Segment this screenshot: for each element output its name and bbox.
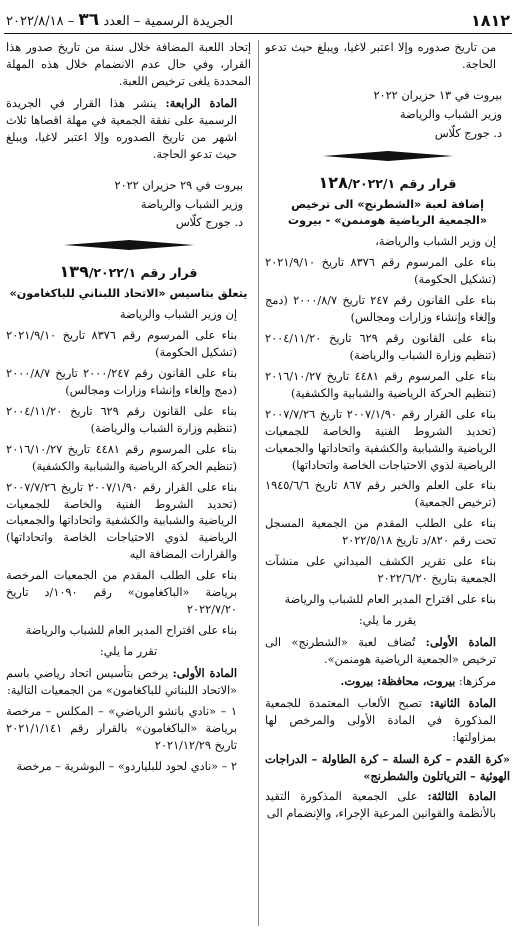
continued-text: إتحاد اللعبة المضافة خلال سنة من تاريخ صدور هذا القرار، وفي حال عدم الانضمام خلال هذه المهلة المحددة يلغى ترخيص اللعبة. (6, 41, 251, 88)
right-column (265, 40, 510, 930)
headquarters-line (265, 673, 510, 691)
preamble-line: بناء على الطلب المقدم من الجمعيات المرخصة برياضة «الباكغامون» رقم ١٠٩٠/د تاريخ ٢٠٢٢/٧/٢٠ (6, 569, 238, 617)
decision-subject: إضافة لعبة «الشطرنج» الى ترخيص «الجمعية الرياضية هومنمن» - بيروت (287, 197, 488, 228)
section-divider-ornament (265, 151, 510, 161)
article-3 (265, 788, 510, 823)
page-header (4, 6, 512, 34)
list-item: ٢ – «نادي لحود للبلياردو» – البوشرية – مرخصة (16, 759, 237, 773)
signature-name: د. جورج كلّاس (434, 126, 502, 140)
preamble-line: إن وزير الشباب والرياضة (119, 308, 237, 322)
section-divider-ornament (6, 240, 251, 250)
decision-title (265, 171, 510, 195)
decision-number: ١٢٨ (318, 172, 348, 192)
article-2 (265, 695, 510, 747)
decision-suffix: /٢٠٢٢/١ (347, 175, 396, 191)
article-label: المادة الثالثة: (427, 789, 497, 804)
preamble-line: بناء على المرسوم رقم ٨٣٧٦ تاريخ ٢٠٢١/٩/١٠ (تشكيل الحكومة) (265, 256, 496, 287)
preamble-line: إن وزير الشباب والرياضة، (375, 235, 496, 249)
signature-title: وزير الشباب والرياضة (399, 107, 502, 121)
article-text: على الجمعية المذكورة التقيد بالأنظمة والقوانين المرعية الإجراء، والإنضمام الى (265, 790, 496, 821)
column-divider (258, 40, 259, 926)
signature-title: وزير الشباب والرياضة (140, 197, 243, 211)
decides-line: تقرر ما يلي: (99, 645, 158, 659)
approved-sports-list: «كرة القدم – كرة السلة – كرة الطاولة – الدراجات الهوئية – الترياتلون والشطرنج» (265, 751, 510, 783)
preamble-line: بناء على اقتراح المدير العام للشباب والرياضة (25, 624, 237, 638)
list-item: ١ – «نادي بانشو الرياضي» – المكلس – مرخصة برياضة «الباكغامون» بالقرار رقم ٢٠٢١/١/١٤١ تاريخ ٢٠٢١/١٢/٢٩ (6, 704, 237, 752)
decision-number: ١٣٩ (59, 262, 89, 282)
headquarters-label: مركزها: (458, 674, 496, 688)
preamble-line: بناء على القانون رقم ٦٢٩ تاريخ ٢٠٠٤/١١/٢٠ (تنظيم وزارة الشباب والرياضة) (265, 331, 496, 362)
preamble-line: بناء على الطلب المقدم من الجمعية المسجل تحت رقم ٨٢٠/د تاريخ ٢٠٢٢/٥/١٨ (265, 517, 496, 548)
preamble-line: بناء على القرار رقم ٢٠٠٧/١/٩٠ تاريخ ٢٠٠٧/٧/٢٦ (تحديد الشروط الفنية والخاصة للجمعيات الرياضية والشبابية والكشفية واتحاداتها والجمعيات الرياضية لذوي الاحتياجات الخاصة واتحاداتها) والقرارات المضافة اليه (6, 480, 237, 562)
preamble-line: بناء على القانون رقم ٢٠٠٠/٢٤٧ تاريخ ٢٠٠٠/٨/٧ (دمج وإلغاء وإنشاء وزارات ومجالس) (6, 366, 237, 397)
preamble-line: بناء على المرسوم رقم ٨٣٧٦ تاريخ ٢٠٢١/٩/١٠ (تشكيل الحكومة) (6, 329, 237, 360)
headquarters-text: بيروت، محافظة: بيروت. (340, 673, 456, 688)
preamble-line: بناء على المرسوم رقم ٤٤٨١ تاريخ ٢٠١٦/١٠/٢٧ (تنظيم الحركة الرياضية والشبابية والكشفية) (265, 369, 496, 400)
decision-title (6, 260, 251, 284)
decision-subject: يتعلق بتاسيس «الاتحاد اللبناني للباكغامون» (9, 287, 248, 301)
continued-text: من تاريخ صدوره وإلا اعتبر لاغيا، ويبلغ حيث تدعو الحاجة. (265, 41, 496, 71)
article-text: يرخص بتأسيس اتحاد رياضي باسم «الاتحاد اللبناني للباكغامون» من الجمعيات التالية: (6, 666, 237, 697)
decision-label: قرار رقم (399, 175, 457, 191)
left-column (6, 40, 251, 930)
preamble-line: بناء على اقتراح المدير العام للشباب والرياضة (284, 593, 496, 607)
issue-date: – ٢٠٢٢/٨/١٨ (6, 14, 75, 29)
article-1 (6, 665, 251, 700)
signature-name: د. جورج كلّاس (175, 216, 243, 230)
signature-place-date: بيروت في ١٣ حزيران ٢٠٢٢ (373, 88, 502, 102)
preamble-line: بناء على المرسوم رقم ٤٤٨١ تاريخ ٢٠١٦/١٠/٢٧ (تنظيم الحركة الرياضية والشبابية والكشفية) (6, 442, 237, 473)
preamble-line: بناء على القرار رقم ٢٠٠٧/١/٩٠ تاريخ ٢٠٠٧/٧/٢٦ (تحديد الشروط الفنية والخاصة للجمعيات الرياضية والشبابية والكشفية واتحاداتها والجمعيات الرياضية لذوي الاحتياجات الخاصة واتحاداتها) (265, 407, 496, 472)
article-label: المادة الثانية: (429, 695, 496, 710)
preamble-line: بناء على القانون رقم ٢٤٧ تاريخ ٢٠٠٠/٨/٧ (دمج وإلغاء وإنشاء وزارات ومجالس) (265, 294, 496, 325)
page-number: ١٨١٢ (470, 11, 510, 30)
decides-line: يقرر ما يلي: (358, 614, 417, 628)
issue-number: ٣٦ (78, 10, 100, 30)
decision-suffix: /٢٠٢٢/١ (88, 265, 137, 281)
article-label: المادة الرابعة: (165, 95, 237, 110)
article-text: ينشر هذا القرار في الجريدة الرسمية على نفقة الجمعية في مهلة اقصاها ثلاث اشهر من تاريخ الصدوره وإلا اعتبر لاغيا، ويبلغ حيث تدعو الحاجة. (6, 96, 237, 161)
article-4 (6, 95, 251, 164)
issue-prefix: الجريدة الرسمية – العدد (103, 14, 234, 29)
signature-place-date: بيروت في ٢٩ حزيران ٢٠٢٢ (114, 178, 243, 192)
preamble-line: بناء على تقرير الكشف الميداني على منشآت الجمعية بتاريخ ٢٠٢٢/٦/٢٠ (265, 555, 496, 586)
article-1 (265, 634, 510, 669)
article-label: المادة الأولى: (172, 665, 237, 680)
preamble-line: بناء على القانون رقم ٦٢٩ تاريخ ٢٠٠٤/١١/٢٠ (تنظيم وزارة الشباب والرياضة) (6, 404, 237, 435)
article-label: المادة الأولى: (425, 634, 497, 649)
article-text: تُضاف لعبة «الشطرنج» الى ترخيص «الجمعية الرياضية هومنمن». (265, 635, 496, 666)
preamble-line: بناء على العلم والخبر رقم ٨٦٧ تاريخ ١٩٤٥/٦/٦ (ترخيص الجمعية) (265, 479, 496, 510)
article-text: تصبح الألعاب المعتمدة للجمعية المذكورة في المادة الأولى والمرخص لها بمزاولتها: (265, 696, 496, 744)
issue-info (6, 10, 233, 30)
decision-label: قرار رقم (140, 265, 198, 281)
